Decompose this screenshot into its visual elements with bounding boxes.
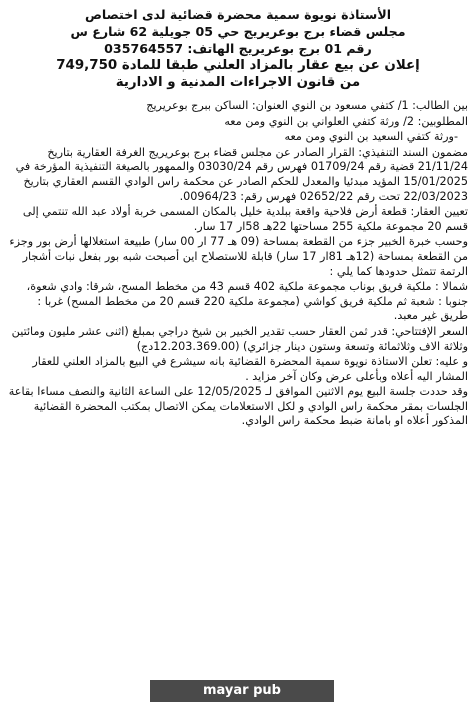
- header-line-court: مجلس قضاء برج بوعريريج حي 05 جويلية 62 شارع س: [70, 24, 406, 39]
- notice-header: [8, 6, 468, 91]
- paragraph-session-date: وقد حددت جلسة البيع يوم الاثنين الموافق لـ 12/05/2025 على الساعة الثانية والنصف مساءا بقاعة الجلسات بمقر محكمة راس الوادي و لكل الاستعلامات يمكن الاتصال بمكتب المحضرة القضائية المذكور أعلاه او بامانة ضبط محكمة راس الوادي.: [8, 385, 468, 428]
- paragraph-boundaries: شمالا : ملكية فريق بوناب مجموعة ملكية 402 قسم 43 من مخطط المسح، شرقا: وادي شعوة، جنوبا : شعبة ثم ملكية فريق كواشي (مجموعة ملكية 220 قسم 20 من مخطط المسح) غربا : طريق غير معبد.: [26, 280, 468, 323]
- header-line-bailiff: الأستاذة نويوة سمية محضرة قضائية لدى اختصاص: [84, 7, 392, 22]
- paragraph-property-designation: تعيين العقار: قطعة أرض فلاحية واقعة ببلدية خليل بالمكان المسمى خربة أولاد عبد الله تنتمي إلى قسم 20 مجموعة ملكية 255 مساحتها 22هـ 58ار 17 سار.: [22, 205, 468, 233]
- notice-body: [8, 99, 468, 429]
- paragraph-opening-price: السعر الإفتتاحي: قدر ثمن العقار حسب تقدير الخبير بن شيخ دراجي بمبلغ (اثنى عشر مليون ومائتين وثلاثة الاف وثلاثمائة وتسعة وستون دينار جزائري) (12.203.369.00دج): [11, 324, 468, 353]
- paragraph-respondents-heirs: -ورثة كتفي السعيد بن النوي ومن معه: [284, 130, 458, 144]
- paragraph-respondents: المطلوبين: 2/ ورثة كتفي العلواني بن النوي ومن معه: [224, 114, 468, 128]
- header-line-address-phone: رقم 01 برج بوعريريج الهاتف: 035764557: [104, 41, 372, 56]
- publisher-footer: mayar pub 0770.82.06.12: [150, 680, 334, 702]
- paragraph-requester: بين الطالب: 1/ كتفي مسعود بن النوي العنوان: الساكن ببرج بوعريريج: [146, 99, 468, 112]
- header-line-law-reference: من قانون الاجراءات المدنية و الادارية: [115, 75, 361, 90]
- paragraph-executive-title: مضمون السند التنفيذي: القرار الصادر عن مجلس قضاء برج بوعريريج الغرفة العقارية بتاريخ 21/11/24 قضية رقم 01709/24 فهرس رقم 03030/24 والممهور بالصيغة التنفيذية المؤرخة في 15/01/2025 المؤيد مبدئيا والمعدل للحكم الصادر عن محكمة راس الوادي القسم العقاري بتاريخ 22/03/2023 تحت رقم 02652/22 فهرس رقم: 00964/23.: [15, 145, 468, 203]
- header-line-sale-announcement: إعلان عن بيع عقار بالمزاد العلني طبقا للمادة 749,750: [56, 58, 420, 73]
- paragraph-expert-report: وحسب خبرة الخبير جزء من القطعة بمساحة (09 هـ 77 ار 00 سار) طبيعة استغلالها أرض بور وجزء من القطعة بمساحة (12هـ 81ار 17 سار) قابلة للاستصلاح اين أصبحت شبه بور بفعل نبات أشجار الرتمة تتمثل حدودها كما يلي :: [9, 235, 468, 278]
- paragraph-sale-announcement: و عليه: تعلن الاستاذة نويوة سمية المحضرة القضائية بانه سيشرع في البيع بالمزاد العلني للعقار المشار اليه أعلاه وبأعلى عرض وكان آخر مزايد .: [32, 355, 468, 383]
